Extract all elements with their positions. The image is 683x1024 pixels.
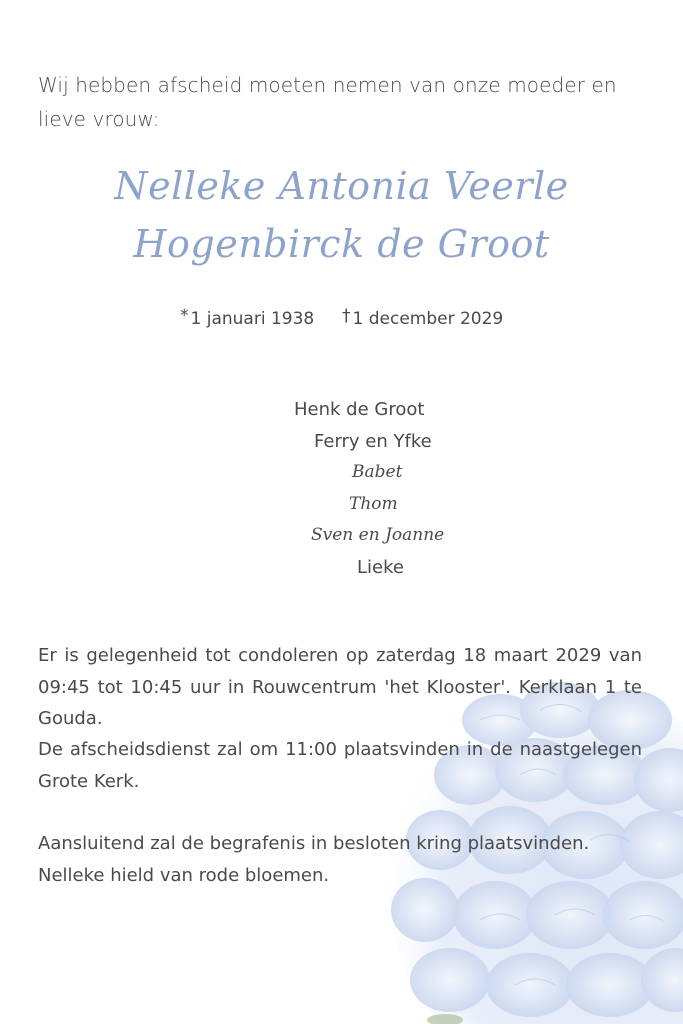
deceased-name-line-2: Hogenbirck de Groot bbox=[133, 222, 550, 266]
family-member: Ferry en Yfke bbox=[314, 430, 432, 452]
service-paragraph: De afscheidsdienst zal om 11:00 plaatsvinden in de naastgelegen Grote Kerk. bbox=[38, 739, 642, 792]
burial-line: Aansluitend zal de begrafenis in besloten kring plaatsvinden. bbox=[38, 833, 590, 854]
death-date bbox=[342, 306, 503, 329]
family-member: Lieke bbox=[357, 556, 404, 578]
birth-date-value: 1 januari 1938 bbox=[190, 309, 315, 329]
family-member: Thom bbox=[349, 493, 398, 514]
family-member: Sven en Joanne bbox=[311, 525, 445, 545]
birth-date bbox=[180, 306, 314, 329]
deceased-name-line-1: Nelleke Antonia Veerle bbox=[114, 164, 569, 208]
family-member: Henk de Groot bbox=[294, 399, 425, 420]
intro-text: Wij hebben afscheid moeten nemen van onze moeder en lieve vrouw: bbox=[38, 73, 617, 131]
flowers-line: Nelleke hield van rode bloemen. bbox=[38, 864, 330, 886]
burial-paragraph bbox=[38, 828, 642, 891]
death-symbol: † bbox=[342, 306, 351, 326]
condolence-paragraph: Er is gelegenheid tot condoleren op zaterdag 18 maart 2029 van 09:45 tot 10:45 uur in Rouwcentrum 'het Klooster'. Kerklaan 1 te Gouda. bbox=[38, 645, 642, 729]
family-member: Babet bbox=[352, 462, 403, 482]
birth-symbol: * bbox=[180, 306, 189, 326]
death-date-value: 1 december 2029 bbox=[352, 309, 504, 329]
